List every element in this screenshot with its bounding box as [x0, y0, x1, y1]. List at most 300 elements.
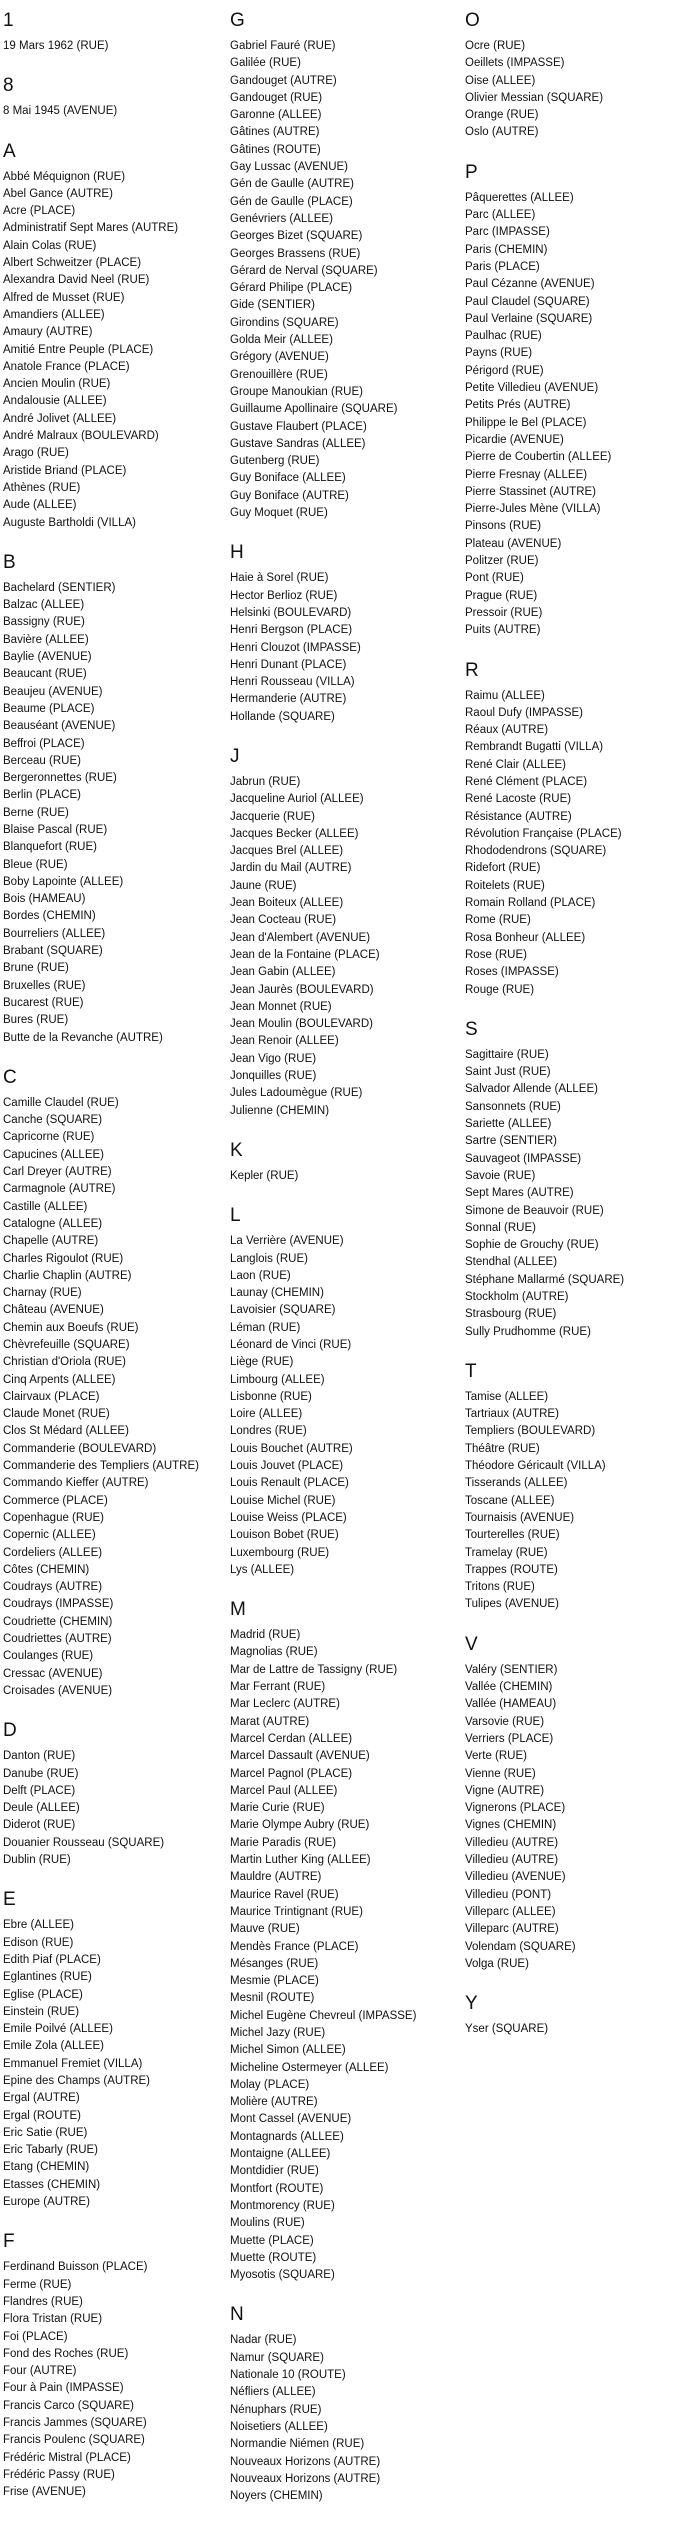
street-entry: 19 Mars 1962 (RUE): [3, 40, 109, 52]
street-entry: Einstein (RUE): [3, 2005, 80, 2018]
street-entry: Emile Poilvé (ALLEE): [3, 2023, 113, 2036]
street-entry: Jean de la Fontaine (PLACE): [230, 948, 380, 961]
section-spacer: [230, 1120, 455, 1140]
street-entry: Jacqueline Auriol (ALLEE): [230, 793, 364, 806]
street-entry: Résistance (AUTRE): [465, 810, 572, 823]
street-entry: Marie Olympe Aubry (RUE): [230, 1819, 370, 1832]
street-entry: Blanquefort (RUE): [3, 841, 97, 854]
street-entry: Mont Cassel (AVENUE): [230, 2113, 352, 2126]
street-entry: Pierre Stassinet (AUTRE): [465, 485, 597, 498]
street-entry: Maurice Trintignant (RUE): [230, 1905, 363, 1918]
street-entry: Romain Rolland (PLACE): [465, 897, 596, 910]
street-entry: Eglise (PLACE): [3, 1988, 83, 2001]
street-entry: Beaucant (RUE): [3, 668, 87, 681]
street-entry: Orange (RUE): [465, 109, 539, 122]
street-entry: Dublin (RUE): [3, 1854, 71, 1867]
street-entry: Gén de Gaulle (PLACE): [230, 195, 353, 208]
street-entry: Pierre de Coubertin (ALLEE): [465, 451, 612, 464]
street-entry: Marcel Dassault (AVENUE): [230, 1750, 370, 1763]
section-letter-heading: P: [465, 161, 478, 183]
street-entry: Kepler (RUE): [230, 1169, 299, 1182]
street-entry: Nouveaux Horizons (AUTRE): [230, 2472, 381, 2485]
street-entry: Jean Jaurès (BOULEVARD): [230, 983, 374, 996]
street-entry: Edison (RUE): [3, 1936, 74, 1949]
street-entry: Pressoir (RUE): [465, 606, 543, 619]
street-entry: Paulhac (RUE): [465, 330, 542, 343]
street-list: [3, 1917, 223, 2211]
street-entry: Londres (RUE): [230, 1425, 307, 1438]
street-entry: Pinsons (RUE): [465, 520, 542, 533]
street-entry: Puits (AUTRE): [465, 624, 541, 637]
street-entry: Mar Ferrant (RUE): [230, 1681, 326, 1694]
street-entry: Léonard de Vinci (RUE): [230, 1339, 352, 1351]
street-entry: Oslo (AUTRE): [465, 126, 539, 139]
street-entry: Charlie Chaplin (AUTRE): [3, 1269, 132, 1282]
street-entry: Mesmie (PLACE): [230, 1975, 319, 1988]
street-list: [465, 2021, 673, 2038]
street-entry: Ebre (ALLEE): [3, 1919, 74, 1932]
street-entry: Chapelle (AUTRE): [3, 1235, 99, 1248]
street-entry: Eglantines (RUE): [3, 1971, 92, 1984]
street-entry: Vignes (CHEMIN): [465, 1819, 557, 1832]
street-entry: Stéphane Mallarmé (SQUARE): [465, 1273, 625, 1286]
letter-section: [465, 1361, 673, 1634]
street-entry: Chèvrefeuille (SQUARE): [3, 1339, 130, 1351]
street-entry: Lys (ALLEE): [230, 1563, 295, 1576]
street-list: [465, 1047, 673, 1341]
street-entry: Rose (RUE): [465, 948, 527, 961]
street-entry: Oise (ALLEE): [465, 74, 536, 87]
street-entry: Marcel Pagnol (PLACE): [230, 1767, 353, 1780]
street-entry: Saint Just (RUE): [465, 1066, 551, 1079]
street-entry: Marie Curie (RUE): [230, 1802, 325, 1815]
section-spacer: [3, 1047, 223, 1067]
street-entry: Magnolias (RUE): [230, 1646, 318, 1659]
street-entry: Rome (RUE): [465, 914, 531, 927]
street-entry: Grégory (AVENUE): [230, 351, 329, 364]
street-entry: Baylie (AVENUE): [3, 651, 92, 664]
street-entry: Coudrays (IMPASSE): [3, 1598, 114, 1611]
section-spacer: [3, 2211, 223, 2231]
street-entry: Jean Cocteau (RUE): [230, 914, 337, 927]
street-entry: Chemin aux Boeufs (RUE): [3, 1321, 139, 1334]
street-entry: Tulipes (AVENUE): [465, 1598, 559, 1611]
street-entry: Paul Verlaine (SQUARE): [465, 312, 593, 325]
street-entry: Ferdinand Buisson (PLACE): [3, 2261, 148, 2274]
letter-section: [3, 75, 223, 140]
street-entry: Cressac (AVENUE): [3, 1667, 103, 1680]
street-entry: Sully Prudhomme (RUE): [465, 1325, 591, 1338]
street-entry: Valéry (SENTIER): [465, 1663, 558, 1676]
street-entry: Mendès France (PLACE): [230, 1940, 359, 1953]
street-entry: Salvador Allende (ALLEE): [465, 1083, 598, 1096]
street-entry: Loire (ALLEE): [230, 1408, 303, 1421]
street-entry: Louise Weiss (PLACE): [230, 1511, 347, 1524]
street-list: [3, 2259, 223, 2501]
street-entry: Périgord (RUE): [465, 364, 544, 377]
street-entry: Boby Lapointe (ALLEE): [3, 875, 124, 888]
street-entry: Petite Villedieu (AVENUE): [465, 382, 599, 395]
street-entry: Villedieu (PONT): [465, 1888, 552, 1901]
street-list: [230, 1168, 455, 1185]
street-entry: Francis Jammes (SQUARE): [3, 2417, 147, 2430]
street-entry: Lisbonne (RUE): [230, 1390, 312, 1403]
street-entry: Beffroi (PLACE): [3, 737, 85, 750]
street-entry: Noyers (CHEMIN): [230, 2490, 323, 2503]
street-entry: Jacques Brel (ALLEE): [230, 845, 344, 858]
street-entry: Genévriers (ALLEE): [230, 212, 333, 225]
street-entry: Strasbourg (RUE): [465, 1308, 557, 1321]
section-letter-heading: E: [3, 1889, 16, 1911]
street-entry: Carl Dreyer (AUTRE): [3, 1166, 112, 1179]
street-entry: Abel Gance (AUTRE): [3, 187, 113, 200]
street-entry: Rouge (RUE): [465, 983, 535, 996]
street-entry: Laon (RUE): [230, 1269, 291, 1282]
street-entry: Bruxelles (RUE): [3, 979, 86, 992]
street-entry: Henri Bergson (PLACE): [230, 624, 353, 637]
letter-section: [465, 1634, 673, 1993]
street-entry: Tourterelles (RUE): [465, 1529, 560, 1542]
street-list: [465, 38, 673, 142]
street-entry: Louise Michel (RUE): [230, 1494, 336, 1507]
street-entry: Verte (RUE): [465, 1750, 527, 1763]
street-entry: Mar de Lattre de Tassigny (RUE): [230, 1663, 398, 1676]
index-column-1: [3, 10, 223, 2502]
street-entry: Payns (RUE): [465, 347, 533, 360]
street-entry: André Malraux (BOULEVARD): [3, 430, 159, 443]
street-entry: Nouveaux Horizons (AUTRE): [230, 2455, 381, 2468]
street-entry: Bordes (CHEMIN): [3, 910, 96, 923]
street-entry: Moulins (RUE): [230, 2217, 305, 2230]
street-entry: Four (AUTRE): [3, 2365, 77, 2378]
letter-section: [230, 1599, 455, 2304]
street-entry: Four à Pain (IMPASSE): [3, 2382, 124, 2395]
street-entry: Gustave Flaubert (PLACE): [230, 420, 367, 433]
street-entry: Jean Gabin (ALLEE): [230, 966, 336, 979]
street-entry: Hector Berlioz (RUE): [230, 589, 338, 602]
street-entry: Pâquerettes (ALLEE): [465, 191, 574, 204]
street-entry: Albert Schweitzer (PLACE): [3, 257, 142, 270]
street-list: [230, 570, 455, 726]
street-entry: Paris (PLACE): [465, 260, 540, 273]
section-spacer: [465, 999, 673, 1019]
street-entry: Emile Zola (ALLEE): [3, 2040, 104, 2053]
street-entry: Néfliers (ALLEE): [230, 2386, 316, 2399]
street-entry: Acre (PLACE): [3, 205, 76, 218]
street-entry: Sept Mares (AUTRE): [465, 1187, 574, 1200]
street-entry: Ergal (ROUTE): [3, 2109, 81, 2122]
street-entry: Guillaume Apollinaire (SQUARE): [230, 403, 398, 416]
letter-section: [230, 2304, 455, 2505]
street-entry: Galilée (RUE): [230, 57, 301, 70]
street-entry: Charnay (RUE): [3, 1287, 82, 1300]
street-entry: Flandres (RUE): [3, 2295, 83, 2308]
street-list: [230, 38, 455, 522]
street-entry: Jabrun (RUE): [230, 775, 301, 788]
street-entry: Vigne (AUTRE): [465, 1784, 545, 1797]
section-letter-heading: Y: [465, 1993, 478, 2015]
street-entry: Sophie de Grouchy (RUE): [465, 1239, 599, 1252]
street-entry: Henri Clouzot (IMPASSE): [230, 641, 361, 654]
street-list: [3, 1095, 223, 1700]
street-list: [230, 2332, 455, 2505]
street-entry: Vallée (CHEMIN): [465, 1681, 553, 1694]
street-entry: Commanderie des Templiers (AUTRE): [3, 1460, 199, 1473]
street-entry: Bures (RUE): [3, 1014, 69, 1027]
street-entry: Clairvaux (PLACE): [3, 1390, 100, 1403]
street-entry: Douanier Rousseau (SQUARE): [3, 1836, 165, 1849]
street-entry: Beauséant (AVENUE): [3, 720, 116, 733]
street-entry: Eric Satie (RUE): [3, 2126, 88, 2139]
street-entry: Mauve (RUE): [230, 1923, 300, 1936]
street-entry: Louis Jouvet (PLACE): [230, 1460, 344, 1473]
section-spacer: [230, 1185, 455, 1205]
street-entry: Gén de Gaulle (AUTRE): [230, 178, 354, 191]
street-entry: Sansonnets (RUE): [465, 1100, 561, 1113]
section-letter-heading: H: [230, 542, 244, 564]
street-entry: Girondins (SQUARE): [230, 316, 339, 329]
street-entry: Garonne (ALLEE): [230, 109, 322, 122]
street-entry: Tramelay (RUE): [465, 1546, 548, 1559]
street-entry: Michel Jazy (RUE): [230, 2026, 326, 2039]
letter-section: [3, 10, 223, 75]
street-list: [465, 190, 673, 640]
street-entry: Gandouget (AUTRE): [230, 74, 337, 87]
letter-section: [230, 1140, 455, 1205]
street-entry: Launay (CHEMIN): [230, 1287, 324, 1300]
letter-section: [3, 552, 223, 1067]
street-entry: Muette (PLACE): [230, 2234, 314, 2247]
street-entry: Roses (IMPASSE): [465, 966, 559, 979]
street-entry: La Verrière (AVENUE): [230, 1235, 344, 1248]
street-entry: Villedieu (AVENUE): [465, 1871, 566, 1884]
street-entry: Pierre-Jules Mène (VILLA): [465, 503, 601, 516]
street-entry: Louis Bouchet (AUTRE): [230, 1442, 353, 1455]
street-entry: Jean Vigo (RUE): [230, 1052, 317, 1065]
street-entry: Christian d'Oriola (RUE): [3, 1356, 126, 1369]
street-entry: Simone de Beauvoir (RUE): [465, 1204, 604, 1217]
street-entry: Amitié Entre Peuple (PLACE): [3, 343, 154, 356]
street-entry: Gérard Philipe (PLACE): [230, 282, 353, 295]
street-entry: Flora Tristan (RUE): [3, 2313, 103, 2326]
street-entry: Edith Piaf (PLACE): [3, 1953, 101, 1966]
section-spacer: [3, 532, 223, 552]
section-letter-heading: V: [465, 1633, 478, 1655]
street-entry: Croisades (AVENUE): [3, 1684, 113, 1697]
street-entry: Anatole France (PLACE): [3, 360, 130, 373]
street-entry: Gabriel Fauré (RUE): [230, 40, 336, 52]
street-entry: Eric Tabarly (RUE): [3, 2144, 98, 2157]
street-entry: Jacques Becker (ALLEE): [230, 827, 359, 840]
street-entry: Helsinki (BOULEVARD): [230, 606, 352, 619]
street-entry: Danube (RUE): [3, 1767, 79, 1780]
street-entry: Etasses (CHEMIN): [3, 2178, 101, 2191]
street-entry: Commando Kieffer (AUTRE): [3, 1477, 149, 1490]
section-spacer: [230, 2284, 455, 2304]
street-list: [3, 1748, 223, 1869]
letter-section: [3, 1067, 223, 1720]
street-entry: Trappes (ROUTE): [465, 1563, 558, 1576]
street-entry: Philippe le Bel (PLACE): [465, 416, 587, 429]
letter-section: [3, 2231, 223, 2501]
street-entry: Pierre Fresnay (ALLEE): [465, 468, 588, 481]
street-entry: René Clément (PLACE): [465, 775, 588, 788]
street-entry: Villeparc (AUTRE): [465, 1923, 559, 1936]
street-entry: Henri Rousseau (VILLA): [230, 676, 355, 689]
street-entry: Coudrays (AUTRE): [3, 1581, 103, 1594]
street-entry: Haie à Sorel (RUE): [230, 572, 329, 585]
street-entry: Grenouillère (RUE): [230, 368, 328, 381]
street-entry: Plateau (AVENUE): [465, 537, 562, 550]
street-entry: Andalousie (ALLEE): [3, 395, 107, 408]
street-entry: Michel Eugène Chevreul (IMPASSE): [230, 2009, 417, 2022]
street-entry: Georges Bizet (SQUARE): [230, 230, 363, 243]
street-entry: Gandouget (RUE): [230, 91, 323, 104]
street-list: [3, 103, 223, 120]
street-entry: Paris (CHEMIN): [465, 243, 548, 256]
street-entry: Hollande (SQUARE): [230, 710, 335, 723]
street-entry: Coudriettes (AUTRE): [3, 1633, 112, 1646]
street-entry: Roitelets (RUE): [465, 879, 545, 892]
street-entry: Alfred de Musset (RUE): [3, 291, 125, 304]
street-entry: Copenhague (RUE): [3, 1511, 105, 1524]
street-entry: Jean Monnet (RUE): [230, 1000, 332, 1013]
section-letter-heading: G: [230, 10, 245, 31]
street-entry: Aristide Briand (PLACE): [3, 464, 127, 477]
street-entry: Molière (AUTRE): [230, 2096, 318, 2109]
street-entry: Templiers (BOULEVARD): [465, 1425, 596, 1438]
street-entry: Montaigne (ALLEE): [230, 2148, 331, 2161]
street-entry: Sauvageot (IMPASSE): [465, 1152, 582, 1165]
street-entry: Vienne (RUE): [465, 1767, 536, 1780]
street-entry: Jean d'Alembert (AVENUE): [230, 931, 371, 944]
street-entry: Villedieu (AUTRE): [465, 1836, 559, 1849]
street-entry: Clos St Médard (ALLEE): [3, 1425, 129, 1438]
street-entry: Francis Poulenc (SQUARE): [3, 2434, 145, 2447]
section-spacer: [230, 1579, 455, 1599]
street-entry: Jean Moulin (BOULEVARD): [230, 1018, 373, 1031]
street-entry: Gâtines (AUTRE): [230, 126, 320, 139]
section-spacer: [465, 1341, 673, 1361]
street-entry: Montdidier (RUE): [230, 2165, 319, 2178]
street-entry: Léman (RUE): [230, 1321, 301, 1334]
section-letter-heading: C: [3, 1066, 17, 1088]
street-entry: Tritons (RUE): [465, 1581, 535, 1594]
section-letter-heading: 1: [3, 10, 14, 31]
street-entry: Verriers (PLACE): [465, 1732, 554, 1745]
street-entry: Savoie (RUE): [465, 1169, 536, 1182]
street-entry: Guy Boniface (AUTRE): [230, 489, 349, 502]
street-entry: Politzer (RUE): [465, 555, 539, 568]
section-letter-heading: T: [465, 1360, 477, 1382]
letter-section: [230, 10, 455, 542]
street-entry: Ridefort (RUE): [465, 862, 541, 875]
street-entry: Stendhal (ALLEE): [465, 1256, 558, 1269]
street-entry: Luxembourg (RUE): [230, 1546, 330, 1559]
street-entry: Rhododendrons (SQUARE): [465, 845, 607, 858]
street-entry: Camille Claudel (RUE): [3, 1096, 119, 1109]
street-entry: Mauldre (AUTRE): [230, 1871, 322, 1884]
section-letter-heading: N: [230, 2304, 244, 2326]
street-entry: Fond des Roches (RUE): [3, 2347, 129, 2360]
section-spacer: [3, 121, 223, 141]
street-entry: Jean Renoir (ALLEE): [230, 1035, 339, 1048]
street-entry: Amaury (AUTRE): [3, 326, 93, 339]
street-entry: Louis Renault (PLACE): [230, 1477, 349, 1490]
section-spacer: [465, 1614, 673, 1634]
street-entry: Foi (PLACE): [3, 2330, 68, 2343]
street-entry: Castille (ALLEE): [3, 1200, 88, 1213]
street-entry: Frédéric Passy (RUE): [3, 2468, 115, 2481]
street-entry: Volendam (SQUARE): [465, 1940, 576, 1953]
street-entry: René Lacoste (RUE): [465, 793, 572, 806]
street-entry: Aude (ALLEE): [3, 499, 77, 512]
street-entry: Alexandra David Neel (RUE): [3, 274, 150, 287]
street-entry: Tisserands (ALLEE): [465, 1477, 568, 1490]
street-entry: Limbourg (ALLEE): [230, 1373, 325, 1386]
street-entry: Ergal (AUTRE): [3, 2092, 80, 2105]
street-entry: Emmanuel Fremiet (VILLA): [3, 2057, 143, 2070]
street-entry: Bassigny (RUE): [3, 616, 85, 629]
street-entry: Volga (RUE): [465, 1957, 529, 1970]
street-entry: Francis Carco (SQUARE): [3, 2399, 134, 2412]
street-entry: Gide (SENTIER): [230, 299, 315, 312]
street-entry: Diderot (RUE): [3, 1819, 76, 1832]
street-entry: Montmorency (RUE): [230, 2199, 335, 2212]
street-list: [3, 38, 223, 55]
street-entry: Epine des Champs (AUTRE): [3, 2074, 150, 2087]
street-entry: Yser (SQUARE): [465, 2023, 549, 2036]
street-entry: Marie Paradis (RUE): [230, 1836, 337, 1849]
street-entry: Stockholm (AUTRE): [465, 1291, 569, 1303]
street-entry: Madrid (RUE): [230, 1629, 301, 1642]
street-entry: Gustave Sandras (ALLEE): [230, 437, 366, 450]
section-spacer: [3, 1700, 223, 1720]
street-entry: Bois (HAMEAU): [3, 893, 86, 906]
street-list: [230, 774, 455, 1120]
street-entry: Capucines (ALLEE): [3, 1148, 104, 1161]
section-letter-heading: A: [3, 140, 16, 162]
street-entry: Bavière (ALLEE): [3, 633, 89, 646]
street-entry: Frise (AVENUE): [3, 2486, 86, 2499]
street-entry: Langlois (RUE): [230, 1252, 308, 1265]
street-entry: Deule (ALLEE): [3, 1802, 80, 1815]
street-entry: Olivier Messian (SQUARE): [465, 91, 604, 104]
section-spacer: [465, 640, 673, 660]
street-entry: Raimu (ALLEE): [465, 689, 545, 702]
street-list: [465, 1662, 673, 1973]
letter-section: [465, 1993, 673, 2038]
street-list: [465, 688, 673, 999]
letter-section: [3, 141, 223, 552]
street-entry: Henri Dunant (PLACE): [230, 658, 347, 671]
street-entry: Théâtre (RUE): [465, 1442, 540, 1455]
street-entry: Ancien Moulin (RUE): [3, 378, 111, 391]
street-list: [3, 580, 223, 1047]
street-entry: Villeparc (ALLEE): [465, 1905, 556, 1918]
street-entry: Parc (ALLEE): [465, 209, 536, 222]
street-entry: Golda Meir (ALLEE): [230, 334, 333, 347]
street-entry: Noisetiers (ALLEE): [230, 2420, 328, 2433]
street-entry: Liège (RUE): [230, 1356, 294, 1369]
street-entry: 8 Mai 1945 (AVENUE): [3, 105, 118, 118]
street-entry: Capricorne (RUE): [3, 1131, 95, 1144]
street-entry: Tamise (ALLEE): [465, 1390, 549, 1403]
street-entry: Toscane (ALLEE): [465, 1494, 555, 1507]
section-letter-heading: M: [230, 1599, 246, 1621]
street-entry: Maurice Ravel (RUE): [230, 1888, 339, 1901]
street-entry: Louison Bobet (RUE): [230, 1529, 339, 1542]
